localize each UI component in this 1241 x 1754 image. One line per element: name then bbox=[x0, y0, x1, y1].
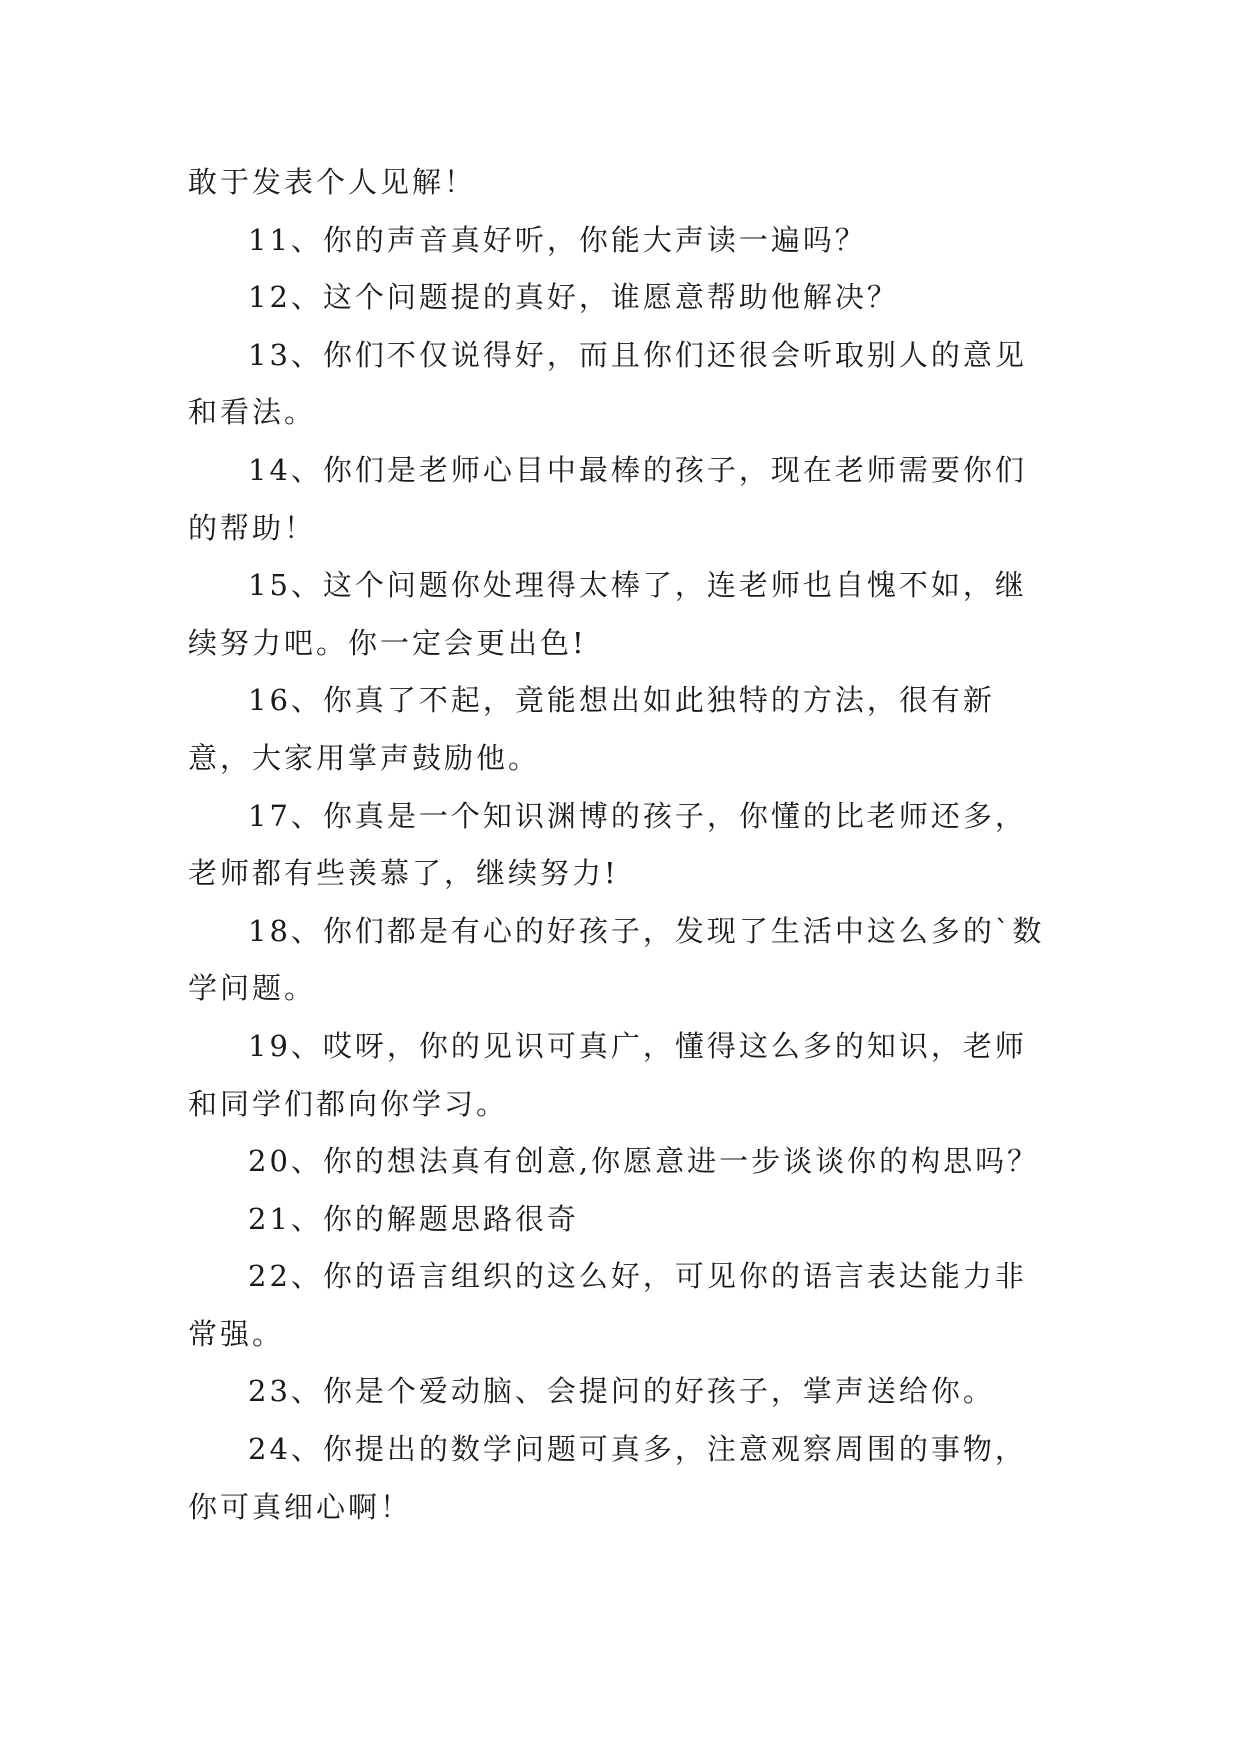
paragraph-12: 12、这个问题提的真好，谁愿意帮助他解决？ bbox=[248, 280, 899, 315]
paragraph-23: 23、你是个爱动脑、会提问的好孩子，掌声送给你。 bbox=[248, 1374, 995, 1409]
paragraph-1: 敢于发表个人见解！ bbox=[188, 165, 477, 199]
paragraph-24: 24、你提出的数学问题可真多，注意观察周围的事物，你可真细心啊！ bbox=[188, 1432, 1027, 1524]
paragraph-16: 16、你真了不起，竟能想出如此独特的方法，很有新意，大家用掌声鼓励他。 bbox=[188, 683, 995, 775]
paragraph-13: 13、你们不仅说得好，而且你们还很会听取别人的意见和看法。 bbox=[188, 337, 1027, 430]
paragraph-15: 15、这个问题你处理得太棒了，连老师也自愧不如，继续努力吧。你一定会更出色! bbox=[188, 568, 1027, 660]
document-body bbox=[188, 154, 1050, 1536]
paragraph-17: 17、你真是一个知识渊博的孩子，你懂的比老师还多，老师都有些羡慕了，继续努力! bbox=[188, 798, 1027, 891]
paragraph-20: 20、你的想法真有创意,你愿意进一步谈谈你的构思吗？ bbox=[248, 1144, 1040, 1179]
paragraph-18: 18、你们都是有心的好孩子，发现了生活中这么多的`数学问题。 bbox=[188, 913, 1045, 1006]
paragraph-19: 19、哎呀，你的见识可真广，懂得这么多的知识，老师和同学们都向你学习。 bbox=[188, 1028, 1027, 1121]
paragraph-21: 21、你的解题思路很奇 bbox=[248, 1201, 579, 1236]
paragraph-22: 22、你的语言组织的这么好，可见你的语言表达能力非常强。 bbox=[188, 1259, 1027, 1351]
paragraph-14: 14、你们是老师心目中最棒的孩子，现在老师需要你们的帮助！ bbox=[188, 452, 1027, 545]
paragraph-11: 11、你的声音真好听，你能大声读一遍吗？ bbox=[248, 222, 867, 257]
